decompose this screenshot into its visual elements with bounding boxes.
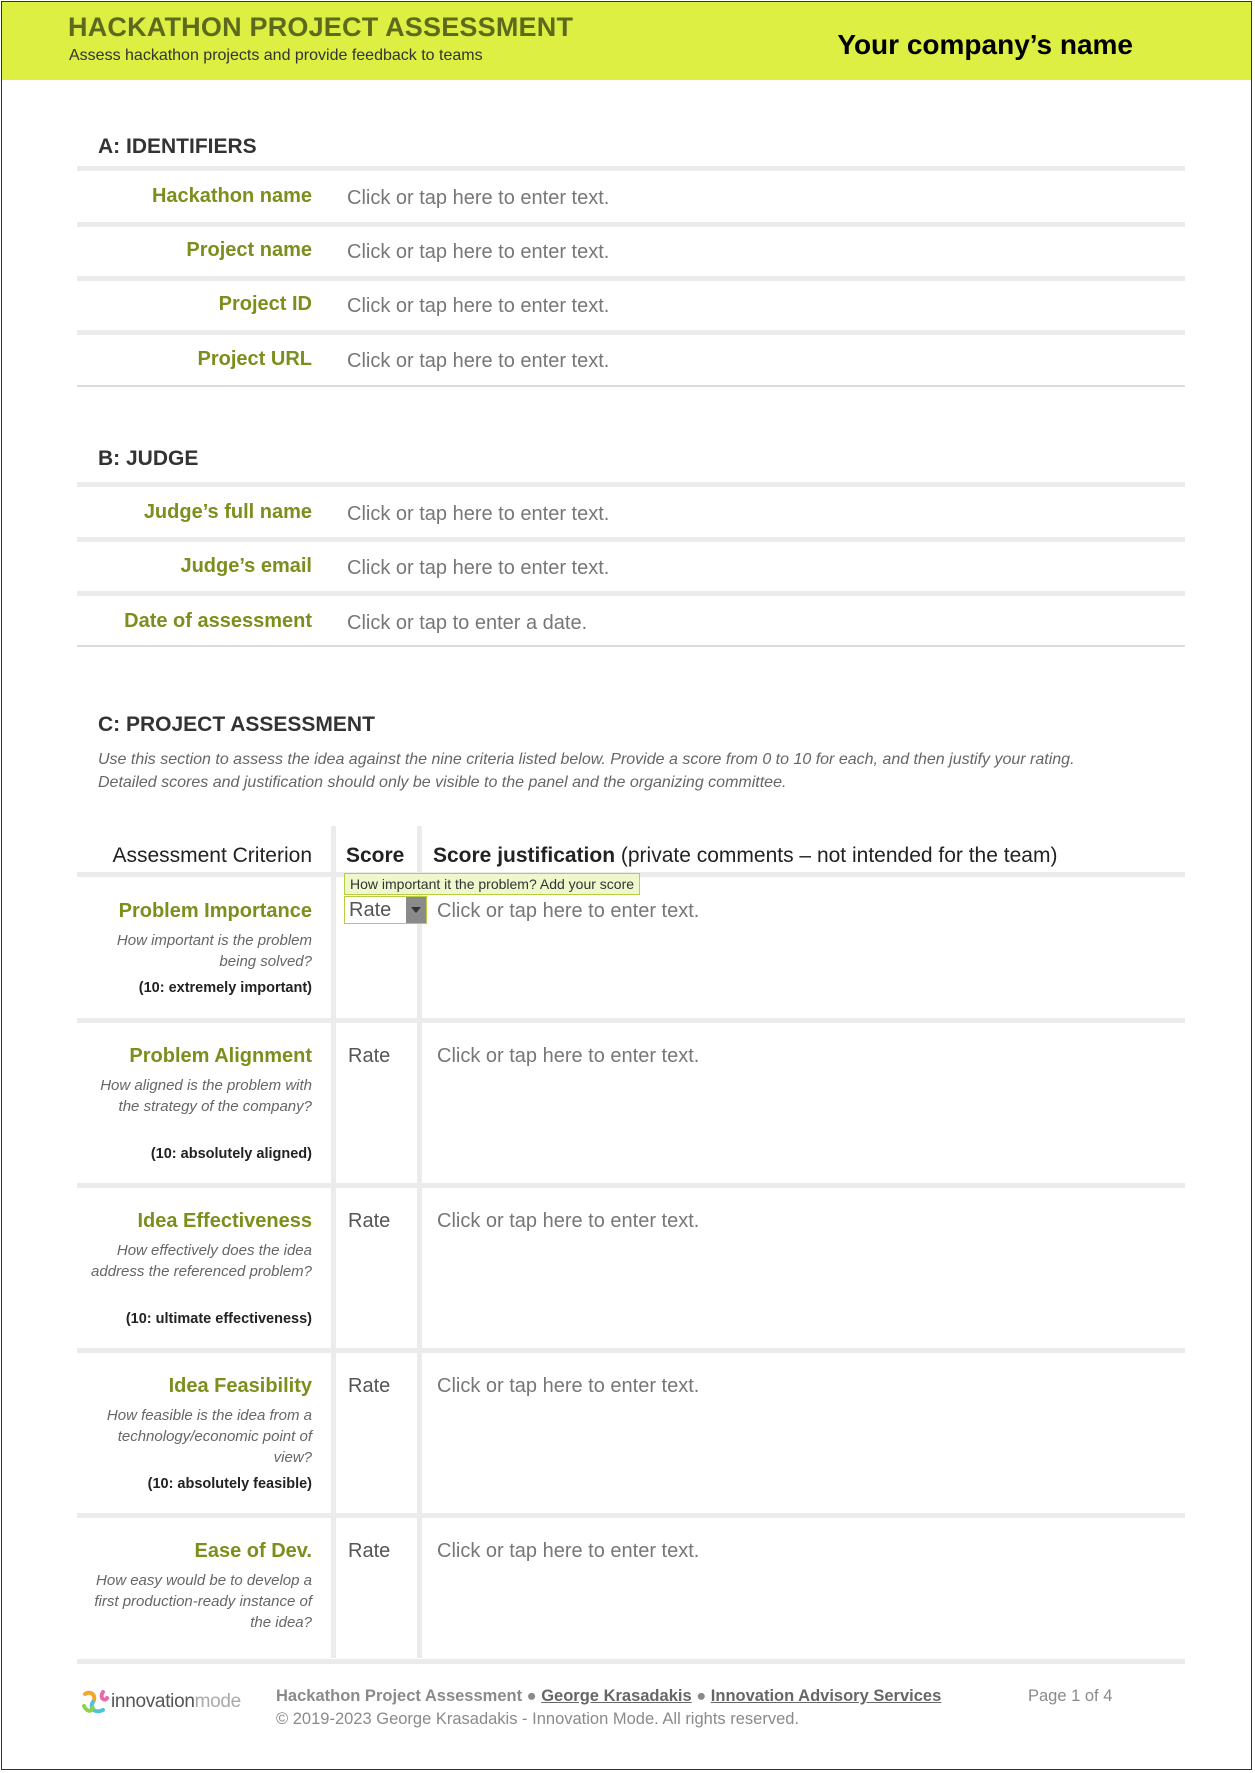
column-header-criterion: Assessment Criterion <box>112 844 312 867</box>
author-link[interactable]: George Krasadakis <box>541 1687 692 1705</box>
criterion-description: How aligned is the problem with the strategy of the company? <box>100 1077 312 1115</box>
header-bar <box>2 2 1251 80</box>
criterion-scale: (10: absolutely aligned) <box>150 1146 312 1162</box>
assessment-date-label: Date of assessment <box>124 610 312 632</box>
divider <box>77 1018 1185 1023</box>
divider <box>77 385 1185 387</box>
justification-field[interactable]: Click or tap here to enter text. <box>437 1045 700 1067</box>
document-subtitle: Assess hackathon projects and provide feedback to teams <box>69 47 483 64</box>
criterion-scale: (10: ultimate effectiveness) <box>125 1311 312 1327</box>
divider <box>77 222 1185 227</box>
project-url-label: Project URL <box>197 348 312 370</box>
page-number: Page 1 of 4 <box>1028 1687 1113 1705</box>
score-dropdown[interactable]: Rate <box>348 1045 391 1067</box>
judge-name-label: Judge’s full name <box>143 501 312 523</box>
footer-credits <box>276 1687 941 1706</box>
chevron-down-icon[interactable] <box>406 897 426 923</box>
justification-field[interactable]: Click or tap here to enter text. <box>437 900 700 922</box>
project-url-field[interactable]: Click or tap here to enter text. <box>347 350 610 372</box>
company-name[interactable]: Your company’s name <box>837 29 1133 60</box>
justification-field[interactable]: Click or tap here to enter text. <box>437 1375 700 1397</box>
column-header-score <box>346 844 404 868</box>
score-dropdown-value: Rate <box>349 899 392 921</box>
section-a-title: A: IDENTIFIERS <box>98 135 257 158</box>
criterion-description: How feasible is the idea from a technology/economic point of view? <box>106 1407 312 1466</box>
footer-divider <box>77 1659 1185 1664</box>
judge-name-field[interactable]: Click or tap here to enter text. <box>347 503 610 525</box>
document-page <box>1 1 1252 1770</box>
hackathon-name-field[interactable]: Click or tap here to enter text. <box>347 187 610 209</box>
criterion-description: How important is the problem being solved? <box>116 932 312 970</box>
column-divider <box>331 826 336 1658</box>
divider <box>77 1348 1185 1353</box>
section-b-title: B: JUDGE <box>98 447 199 470</box>
score-header-text: Score <box>346 844 405 867</box>
justification-field[interactable]: Click or tap here to enter text. <box>437 1540 700 1562</box>
criterion-title: Ease of Dev. <box>194 1540 312 1562</box>
document-title: HACKATHON PROJECT ASSESSMENT <box>68 12 574 42</box>
criterion-scale: (10: absolutely feasible) <box>147 1476 312 1492</box>
instructions-line-2: Detailed scores and justification should only be visible to the panel and the organizing committee. <box>98 774 787 791</box>
score-dropdown[interactable] <box>344 896 427 924</box>
divider <box>77 1183 1185 1188</box>
project-name-label: Project name <box>186 239 312 261</box>
divider <box>77 166 1185 171</box>
column-header-justification <box>433 844 1057 868</box>
logo-word-bold: innovation <box>111 1691 195 1712</box>
divider <box>77 330 1185 335</box>
hackathon-name-label: Hackathon name <box>151 185 312 207</box>
innovation-mode-logo <box>81 1688 251 1718</box>
criterion-title: Problem Alignment <box>129 1045 312 1067</box>
project-id-field[interactable]: Click or tap here to enter text. <box>347 295 610 317</box>
divider <box>77 591 1185 596</box>
section-c-title: C: PROJECT ASSESSMENT <box>98 713 375 736</box>
project-id-label: Project ID <box>218 293 312 315</box>
section-c-instructions <box>98 748 1198 794</box>
judge-email-field[interactable]: Click or tap here to enter text. <box>347 557 610 579</box>
justification-header-bold: Score justification <box>433 844 616 867</box>
score-tooltip: How important it the problem? Add your score <box>344 873 640 895</box>
divider <box>77 537 1185 542</box>
judge-email-label: Judge’s email <box>180 555 312 577</box>
footer-copyright: © 2019-2023 George Krasadakis - Innovation Mode. All rights reserved. <box>276 1710 800 1728</box>
divider <box>77 645 1185 647</box>
column-divider <box>417 826 422 1658</box>
criterion-description: How effectively does the idea address the referenced problem? <box>91 1242 312 1280</box>
footer-separator: ● <box>522 1687 542 1705</box>
services-link[interactable]: Innovation Advisory Services <box>710 1687 942 1705</box>
score-dropdown[interactable]: Rate <box>348 1210 391 1232</box>
divider <box>77 276 1185 281</box>
justification-field[interactable]: Click or tap here to enter text. <box>437 1210 700 1232</box>
divider <box>77 482 1185 487</box>
justification-header-note: (private comments – not intended for the team) <box>615 844 1058 867</box>
criterion-scale: (10: extremely important) <box>138 980 312 996</box>
criterion-title: Problem Importance <box>118 900 312 922</box>
logo-mark-icon <box>81 1688 109 1716</box>
footer-separator: ● <box>691 1687 711 1705</box>
criterion-title: Idea Feasibility <box>168 1375 312 1397</box>
score-dropdown[interactable]: Rate <box>348 1540 391 1562</box>
logo-wordmark <box>111 1691 241 1713</box>
project-name-field[interactable]: Click or tap here to enter text. <box>347 241 610 263</box>
assessment-date-picker[interactable]: Click or tap to enter a date. <box>347 612 588 634</box>
criterion-description: How easy would be to develop a first production-ready instance of the idea? <box>94 1572 312 1631</box>
footer-doc-name: Hackathon Project Assessment <box>276 1687 523 1705</box>
logo-word-light: mode <box>194 1691 241 1712</box>
instructions-line-1: Use this section to assess the idea against the nine criteria listed below. Provide a score from 0 to 10 for each, and then justify your rating. <box>98 751 1075 768</box>
score-dropdown[interactable]: Rate <box>348 1375 391 1397</box>
divider <box>77 1513 1185 1518</box>
criterion-title: Idea Effectiveness <box>137 1210 312 1232</box>
